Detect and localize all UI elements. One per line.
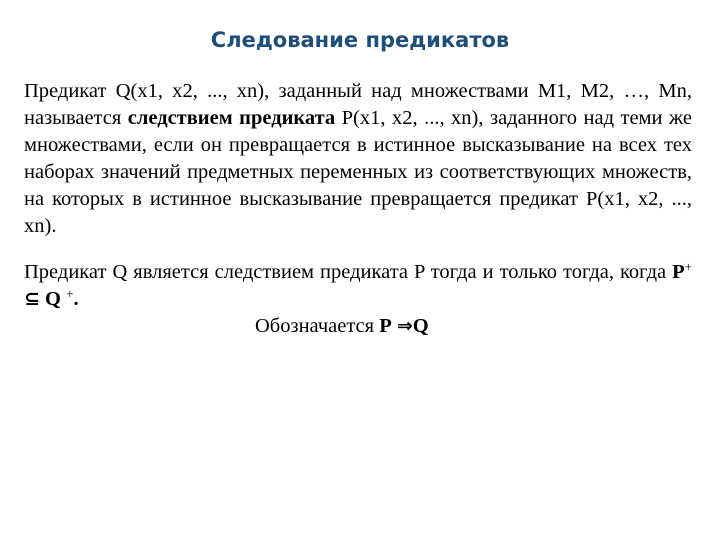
definition-text-end: P(x1, x2, ..., xn), заданного над теми же множествами, если он превращается в истинное высказывание на всех тех наборах значений предметных переменных из соответствующих множеств, на которых в истинное высказывание превращается предикат P(x1, x2, ..., xn). <box>24 107 692 237</box>
criterion-right-set: Q <box>45 288 61 310</box>
notation-label: Обозначается <box>255 315 380 337</box>
subset-symbol: ⊆ <box>24 288 40 310</box>
criterion-left-set: P <box>672 261 685 283</box>
definition-paragraph <box>24 78 692 240</box>
implies-symbol: ⇒ <box>396 315 413 337</box>
slide-body <box>24 78 692 340</box>
criterion-left-sup: + <box>684 259 692 274</box>
definition-text-start: Предикат Q(x1, x2, ..., xn), заданный над множествами M1, M2, …, Mn, называется <box>24 80 692 129</box>
criterion-right-sup: + <box>66 286 74 301</box>
notation-line <box>255 313 692 340</box>
criterion-text: Предикат Q является следствием предиката P тогда и только тогда, когда <box>24 261 673 283</box>
notation-left: P <box>379 315 392 337</box>
slide-title: Следование предикатов <box>210 28 510 52</box>
notation-right: Q <box>412 315 429 337</box>
criterion-paragraph <box>24 259 692 313</box>
definition-bold-term: следствием предиката <box>127 107 336 129</box>
criterion-end-punct: . <box>73 288 79 310</box>
